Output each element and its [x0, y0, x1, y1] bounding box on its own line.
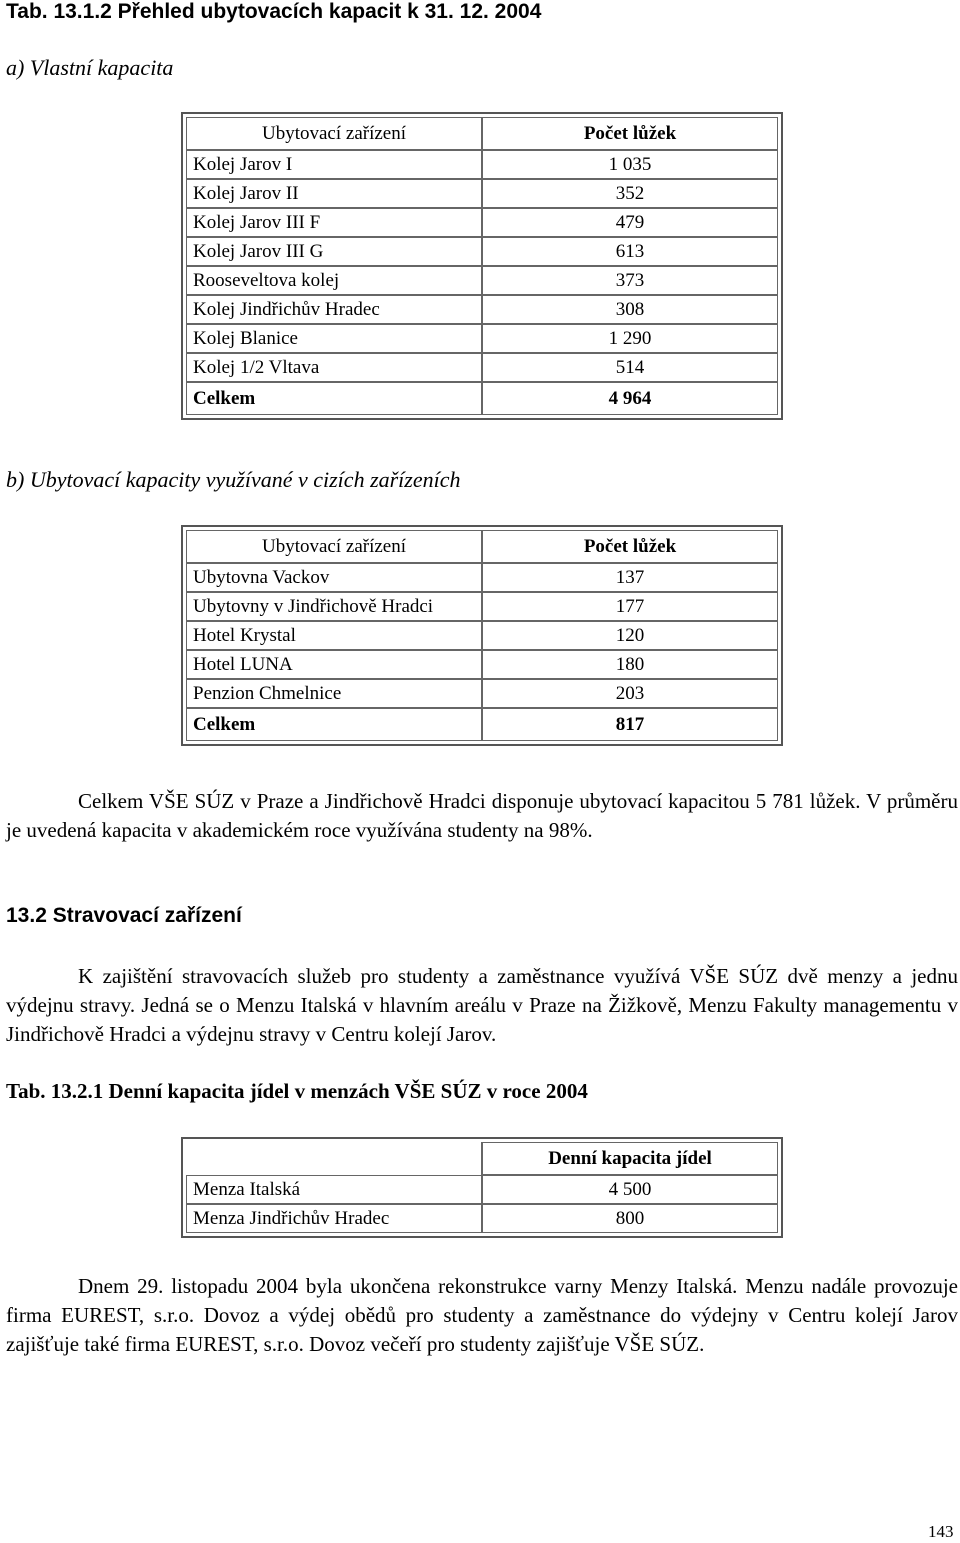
facility-name: Kolej 1/2 Vltava — [186, 353, 482, 382]
beds-value: 1 035 — [482, 150, 778, 179]
beds-value: 308 — [482, 295, 778, 324]
table-row — [186, 1175, 778, 1204]
table-row — [186, 621, 778, 650]
table-row — [186, 237, 778, 266]
beds-value: 514 — [482, 353, 778, 382]
table-total-row — [186, 382, 778, 415]
table-daily-meal-capacity — [181, 1137, 783, 1238]
col-header-beds: Počet lůžek — [482, 530, 778, 563]
section-13-2-paragraph: K zajištění stravovacích služeb pro studenty a zaměstnance využívá VŠE SÚZ dvě menzy a jednu výdejnu stravy. Jedná se o Menzu Italská v hlavním areálu v Praze na Žižkově, Menzu Fakulty managementu v Jindřichově Hradci a výdejnu stravy v Centru kolejí Jarov. — [6, 964, 958, 1046]
table-row — [186, 324, 778, 353]
beds-value: 120 — [482, 621, 778, 650]
section-13-2-heading: 13.2 Stravovací zařízení — [6, 904, 242, 927]
table-row — [186, 295, 778, 324]
total-label: Celkem — [186, 382, 482, 415]
facility-name: Kolej Blanice — [186, 324, 482, 353]
beds-value: 177 — [482, 592, 778, 621]
table-header-row — [186, 1142, 778, 1175]
beds-value: 1 290 — [482, 324, 778, 353]
section-a-heading: a) Vlastní kapacita — [6, 55, 174, 80]
total-value: 4 964 — [482, 382, 778, 415]
beds-value: 180 — [482, 650, 778, 679]
table-row — [186, 208, 778, 237]
beds-value: 352 — [482, 179, 778, 208]
table-row — [186, 592, 778, 621]
closing-paragraph: Dnem 29. listopadu 2004 byla ukončena rekonstrukce varny Menzy Italská. Menzu nadále provozuje firma EUREST, s.r.o. Dovoz a výdej obědů pro studenty a zaměstnance do výdejny v Centru kolejí Jarov zajišťuje také firma EUREST, s.r.o. Dovoz večeří pro studenty zajišťuje VŠE SÚZ. — [6, 1274, 958, 1356]
facility-name: Ubytovny v Jindřichově Hradci — [186, 592, 482, 621]
table-header-row — [186, 530, 778, 563]
table-row — [186, 1204, 778, 1233]
facility-name: Kolej Jarov III G — [186, 237, 482, 266]
col-header-daily-capacity: Denní kapacita jídel — [482, 1142, 778, 1175]
facility-name: Kolej Jarov II — [186, 179, 482, 208]
total-label: Celkem — [186, 708, 482, 741]
total-value: 817 — [482, 708, 778, 741]
col-header-facility: Ubytovací zařízení — [186, 117, 482, 150]
facility-name: Kolej Jarov I — [186, 150, 482, 179]
beds-value: 137 — [482, 563, 778, 592]
table-header-row — [186, 117, 778, 150]
table-row — [186, 179, 778, 208]
facility-name: Kolej Jarov III F — [186, 208, 482, 237]
facility-name: Ubytovna Vackov — [186, 563, 482, 592]
table-own-capacity — [181, 112, 783, 420]
col-header-beds: Počet lůžek — [482, 117, 778, 150]
table-total-row — [186, 708, 778, 741]
facility-name: Rooseveltova kolej — [186, 266, 482, 295]
col-header-facility: Ubytovací zařízení — [186, 530, 482, 563]
table-row — [186, 679, 778, 708]
facility-name: Penzion Chmelnice — [186, 679, 482, 708]
table-13-2-1-caption: Tab. 13.2.1 Denní kapacita jídel v menzách VŠE SÚZ v roce 2004 — [6, 1079, 588, 1103]
page-number: 143 — [928, 1522, 954, 1541]
capacity-note: Celkem VŠE SÚZ v Praze a Jindřichově Hradci disponuje ubytovací kapacitou 5 781 lůžek. V průměru je uvedená kapacita v akademickém roce využívána studenty na 98%. — [6, 789, 958, 842]
canteen-name: Menza Jindřichův Hradec — [186, 1204, 482, 1233]
table-row — [186, 150, 778, 179]
table-row — [186, 650, 778, 679]
page-title: Tab. 13.1.2 Přehled ubytovacích kapacit k 31. 12. 2004 — [6, 0, 542, 23]
canteen-name: Menza Italská — [186, 1175, 482, 1204]
beds-value: 373 — [482, 266, 778, 295]
beds-value: 613 — [482, 237, 778, 266]
facility-name: Hotel LUNA — [186, 650, 482, 679]
section-b-heading: b) Ubytovací kapacity využívané v cizích zařízeních — [6, 467, 461, 492]
meals-value: 800 — [482, 1204, 778, 1233]
facility-name: Hotel Krystal — [186, 621, 482, 650]
meals-value: 4 500 — [482, 1175, 778, 1204]
beds-value: 479 — [482, 208, 778, 237]
beds-value: 203 — [482, 679, 778, 708]
table-row — [186, 563, 778, 592]
table-external-capacity — [181, 525, 783, 746]
facility-name: Kolej Jindřichův Hradec — [186, 295, 482, 324]
empty-header-cell — [186, 1142, 482, 1175]
table-row — [186, 353, 778, 382]
table-row — [186, 266, 778, 295]
